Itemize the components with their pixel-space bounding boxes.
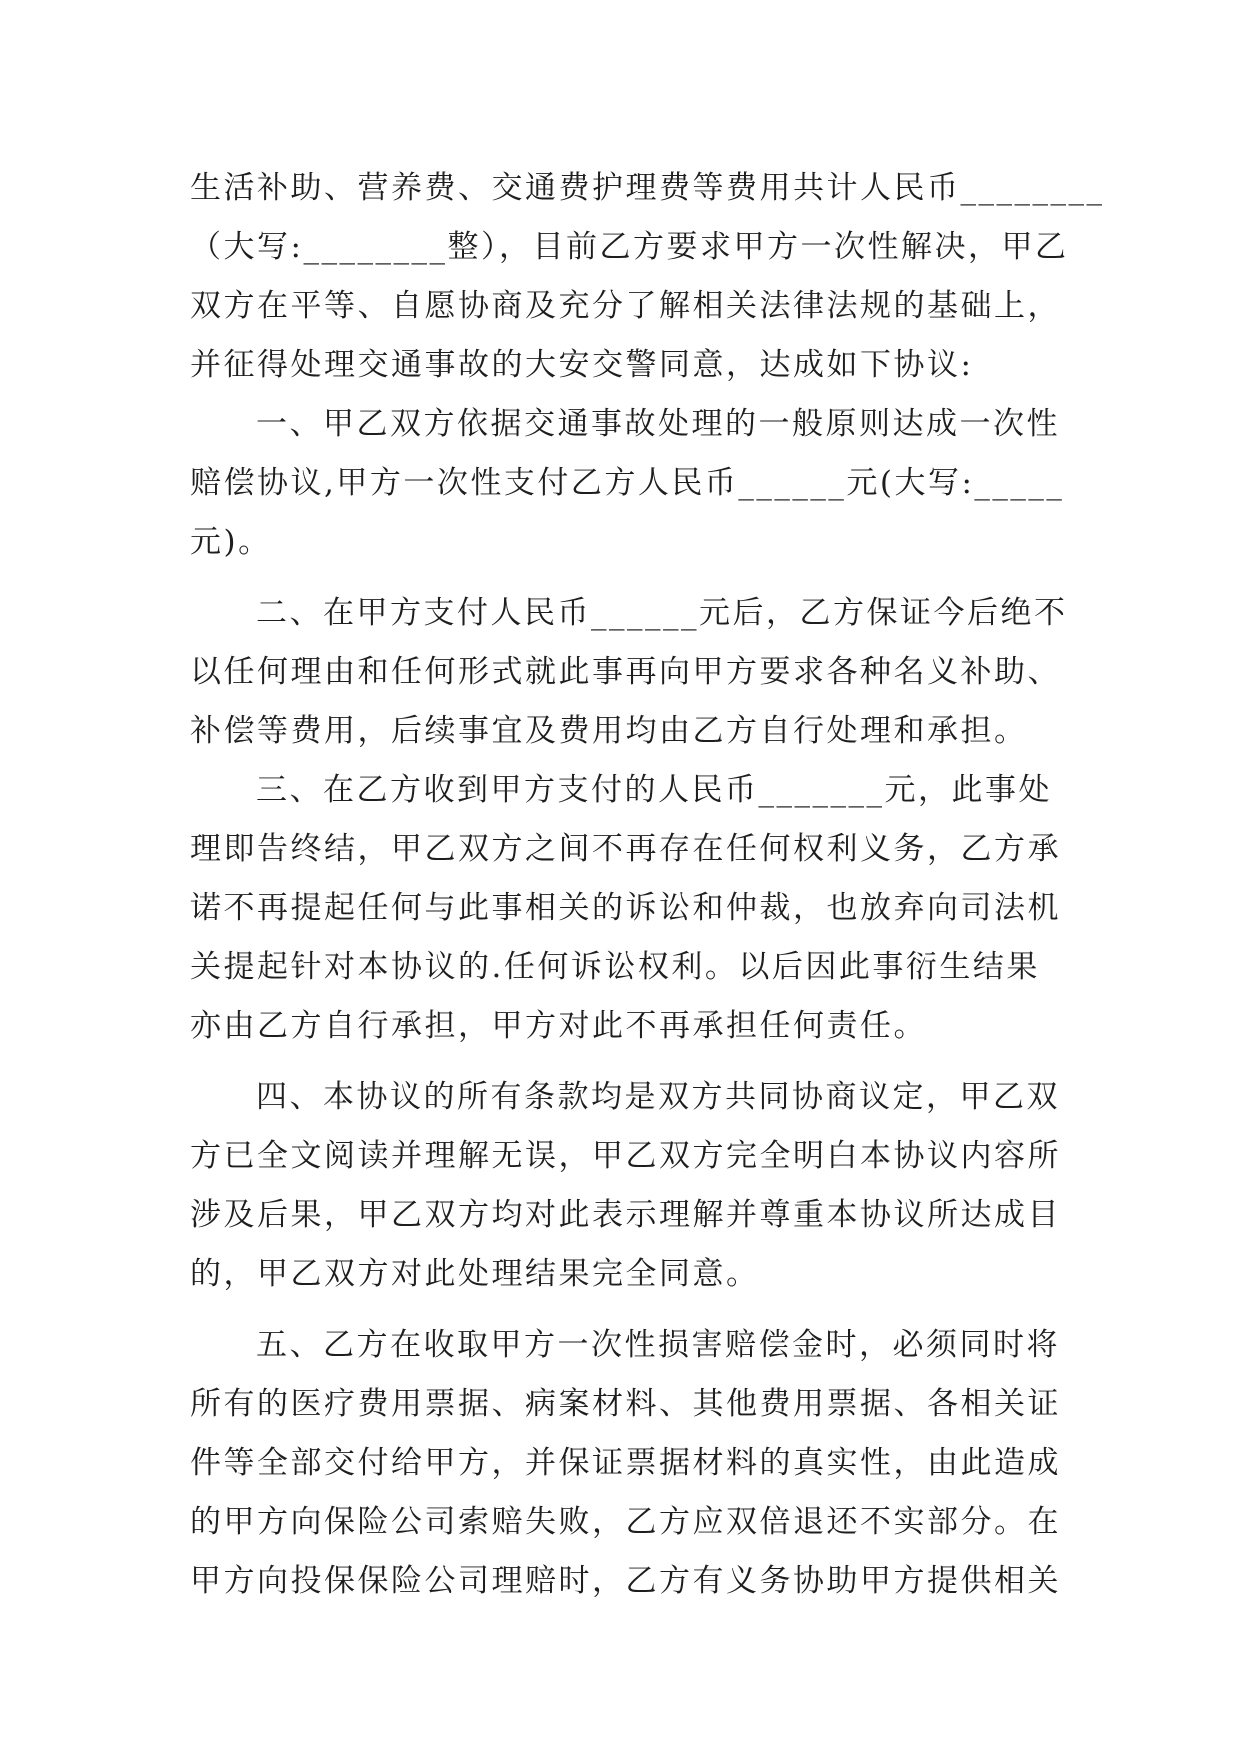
text-line: 生活补助、营养费、交通费护理费等费用共计人民币________ <box>190 170 1105 206</box>
text-line: 元)。 <box>190 524 272 560</box>
text-line: 甲方向投保保险公司理赔时，乙方有义务协助甲方提供相关 <box>190 1563 1061 1599</box>
text-line: 的，甲乙双方对此处理结果完全同意。 <box>190 1256 760 1292</box>
text-line: 以任何理由和任何形式就此事再向甲方要求各种名义补助、 <box>190 654 1061 690</box>
text-line: 关提起针对本协议的.任何诉讼权利。以后因此事衍生结果 <box>190 949 1040 985</box>
clause-3-start: 三、在乙方收到甲方支付的人民币_______元，此事处 <box>256 772 1052 808</box>
text-line: 诺不再提起任何与此事相关的诉讼和仲裁，也放弃向司法机 <box>190 890 1061 926</box>
text-line: 涉及后果，甲乙双方均对此表示理解并尊重本协议所达成目 <box>190 1197 1061 1233</box>
clause-2-start: 二、在甲方支付人民币______元后，乙方保证今后绝不 <box>256 595 1068 631</box>
text-line: 赔偿协议,甲方一次性支付乙方人民币______元(大写:_____ <box>190 465 1065 501</box>
text-line: 并征得处理交通事故的大安交警同意，达成如下协议: <box>190 347 974 383</box>
clause-1-start: 一、甲乙双方依据交通事故处理的一般原则达成一次性 <box>256 406 1060 442</box>
text-line: 件等全部交付给甲方，并保证票据材料的真实性，由此造成 <box>190 1445 1061 1481</box>
agreement-body <box>190 159 1105 1611</box>
text-line: 的甲方向保险公司索赔失败，乙方应双倍退还不实部分。在 <box>190 1504 1061 1540</box>
text-line: 补偿等费用，后续事宜及费用均由乙方自行处理和承担。 <box>190 713 1028 749</box>
text-line: 理即告终结，甲乙双方之间不再存在任何权利义务，乙方承 <box>190 831 1061 867</box>
text-line: 方已全文阅读并理解无误，甲乙双方完全明白本协议内容所 <box>190 1138 1061 1174</box>
clause-4-start: 四、本协议的所有条款均是双方共同协商议定，甲乙双 <box>256 1079 1060 1115</box>
text-line: 亦由乙方自行承担，甲方对此不再承担任何责任。 <box>190 1008 927 1044</box>
text-line: （大写:________整），目前乙方要求甲方一次性解决，甲乙 <box>190 229 1069 265</box>
text-line: 所有的医疗费用票据、病案材料、其他费用票据、各相关证 <box>190 1386 1061 1422</box>
clause-5-start: 五、乙方在收取甲方一次性损害赔偿金时，必须同时将 <box>256 1327 1060 1363</box>
text-line: 双方在平等、自愿协商及充分了解相关法律法规的基础上， <box>190 288 1061 324</box>
